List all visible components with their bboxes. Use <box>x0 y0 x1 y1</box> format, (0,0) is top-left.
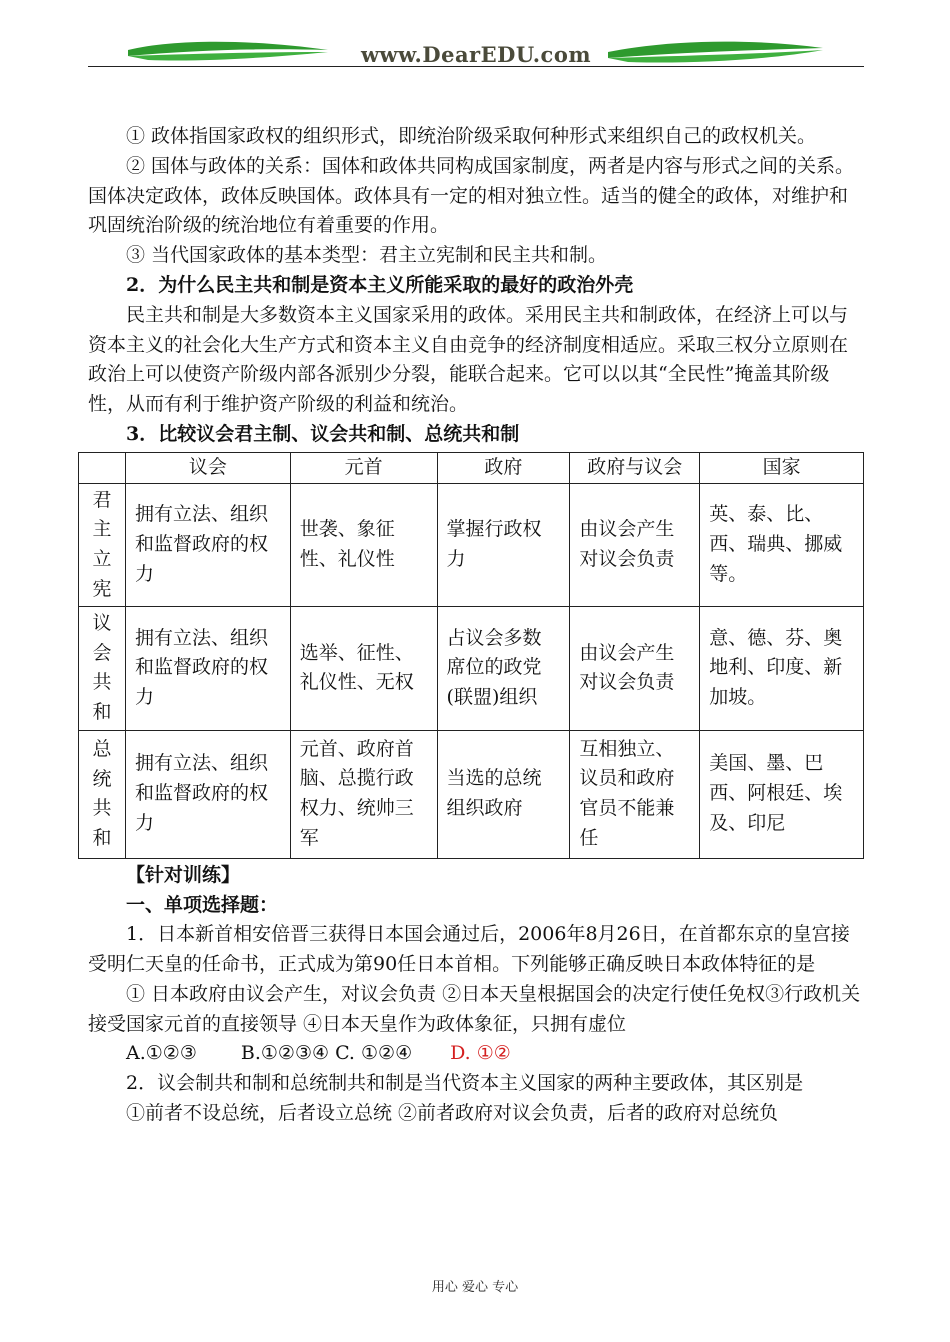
question-2-options: ①前者不设总统，后者设立总统 ②前者政府对议会负责，后者的政府对总统负 <box>126 1102 779 1125</box>
table-cell: 世袭、象征性、礼仪性 <box>290 483 437 606</box>
page-footer: 用心 爱心 专心 <box>431 1280 519 1295</box>
site-header <box>88 36 864 70</box>
table-cell: 意、德、芬、奥地利、印度、新加坡。 <box>700 607 864 730</box>
answer-choice: D. ①② <box>450 1042 511 1065</box>
paragraph-4: 民主共和制是大多数资本主义国家采用的政体。采用民主共和制政体，在经济上可以与资本主义的社会化大生产方式和资本主义自由竞争的经济制度相适应。采取三权分立原则在政治上可以使资产阶级内部各派别少分裂，能联合起来。它可以以其“全民性”掩盖其阶级性，从而有利于维护资产阶级的利益和统治。 <box>88 303 849 416</box>
table-row <box>79 730 864 858</box>
table-cell: 美国、墨、巴西、阿根廷、埃及、印尼 <box>700 730 864 858</box>
choice-list: A.①②③ B.①②③④ C. ①②④ <box>126 1042 451 1065</box>
comparison-table <box>78 452 864 859</box>
question-2: 2．议会制共和制和总统制共和制是当代资本主义国家的两种主要政体，其区别是 <box>126 1072 804 1095</box>
table-cell: 拥有立法、组织和监督政府的权力 <box>125 730 290 858</box>
document-body <box>88 122 864 1129</box>
row-label: 君主立宪 <box>79 483 126 606</box>
paragraph-2: ② 国体与政体的关系：国体和政体共同构成国家制度，两者是内容与形式之间的关系。国体决定政体，政体反映国体。政体具有一定的相对独立性。适当的健全的政体，对维护和巩固统治阶级的统治地位有着重要的作用。 <box>88 154 855 237</box>
table-cell: 元首、政府首脑、总揽行政权力、统帅三军 <box>290 730 437 858</box>
heading-3: 3．比较议会君主制、议会共和制、总统共和制 <box>126 422 520 445</box>
table-header-cell: 议会 <box>125 452 290 483</box>
table-cell: 英、泰、比、西、瑞典、挪威等。 <box>700 483 864 606</box>
row-label: 总统共和 <box>79 730 126 858</box>
table-cell: 占议会多数席位的政党(联盟)组织 <box>437 607 570 730</box>
row-label: 议会共和 <box>79 607 126 730</box>
table-header-cell: 政府 <box>437 452 570 483</box>
question-1: 1．日本新首相安倍晋三获得日本国会通过后，2006年8月26日，在首都东京的皇宫接受明仁天皇的任命书，正式成为第90任日本首相。下列能够正确反映日本政体特征的是 <box>88 923 850 976</box>
table-row <box>79 607 864 730</box>
table-cell: 拥有立法、组织和监督政府的权力 <box>125 483 290 606</box>
question-1-options: ① 日本政府由议会产生，对议会负责 ②日本天皇根据国会的决定行使任免权③行政机关接受国家元首的直接领导 ④日本天皇作为政体象征，只拥有虚位 <box>88 982 861 1035</box>
table-cell: 由议会产生对议会负责 <box>570 483 700 606</box>
section-heading: 一、单项选择题： <box>126 893 279 916</box>
site-title[interactable]: www.DearEDU.com <box>360 42 592 67</box>
table-header-cell: 国家 <box>700 452 864 483</box>
table-header-cell: 元首 <box>290 452 437 483</box>
table-cell: 当选的总统组织政府 <box>437 730 570 858</box>
table-cell: 选举、征性、礼仪性、无权 <box>290 607 437 730</box>
table-row <box>79 483 864 606</box>
table-cell: 掌握行政权力 <box>437 483 570 606</box>
table-header-cell <box>79 452 126 483</box>
table-cell: 拥有立法、组织和监督政府的权力 <box>125 607 290 730</box>
table-cell: 由议会产生对议会负责 <box>570 607 700 730</box>
header-divider <box>88 66 864 67</box>
table-header-cell: 政府与议会 <box>570 452 700 483</box>
paragraph-1: ① 政体指国家政权的组织形式，即统治阶级采取何种形式来组织自己的政权机关。 <box>126 125 817 147</box>
training-title: 【针对训练】 <box>126 863 241 886</box>
table-cell: 互相独立、议员和政府官员不能兼任 <box>570 730 700 858</box>
table-header-row <box>79 452 864 483</box>
heading-2: 2．为什么民主共和制是资本主义所能采取的最好的政治外壳 <box>126 273 634 296</box>
paragraph-3: ③ 当代国家政体的基本类型：君主立宪制和民主共和制。 <box>126 244 608 267</box>
question-1-choices <box>88 1039 864 1069</box>
